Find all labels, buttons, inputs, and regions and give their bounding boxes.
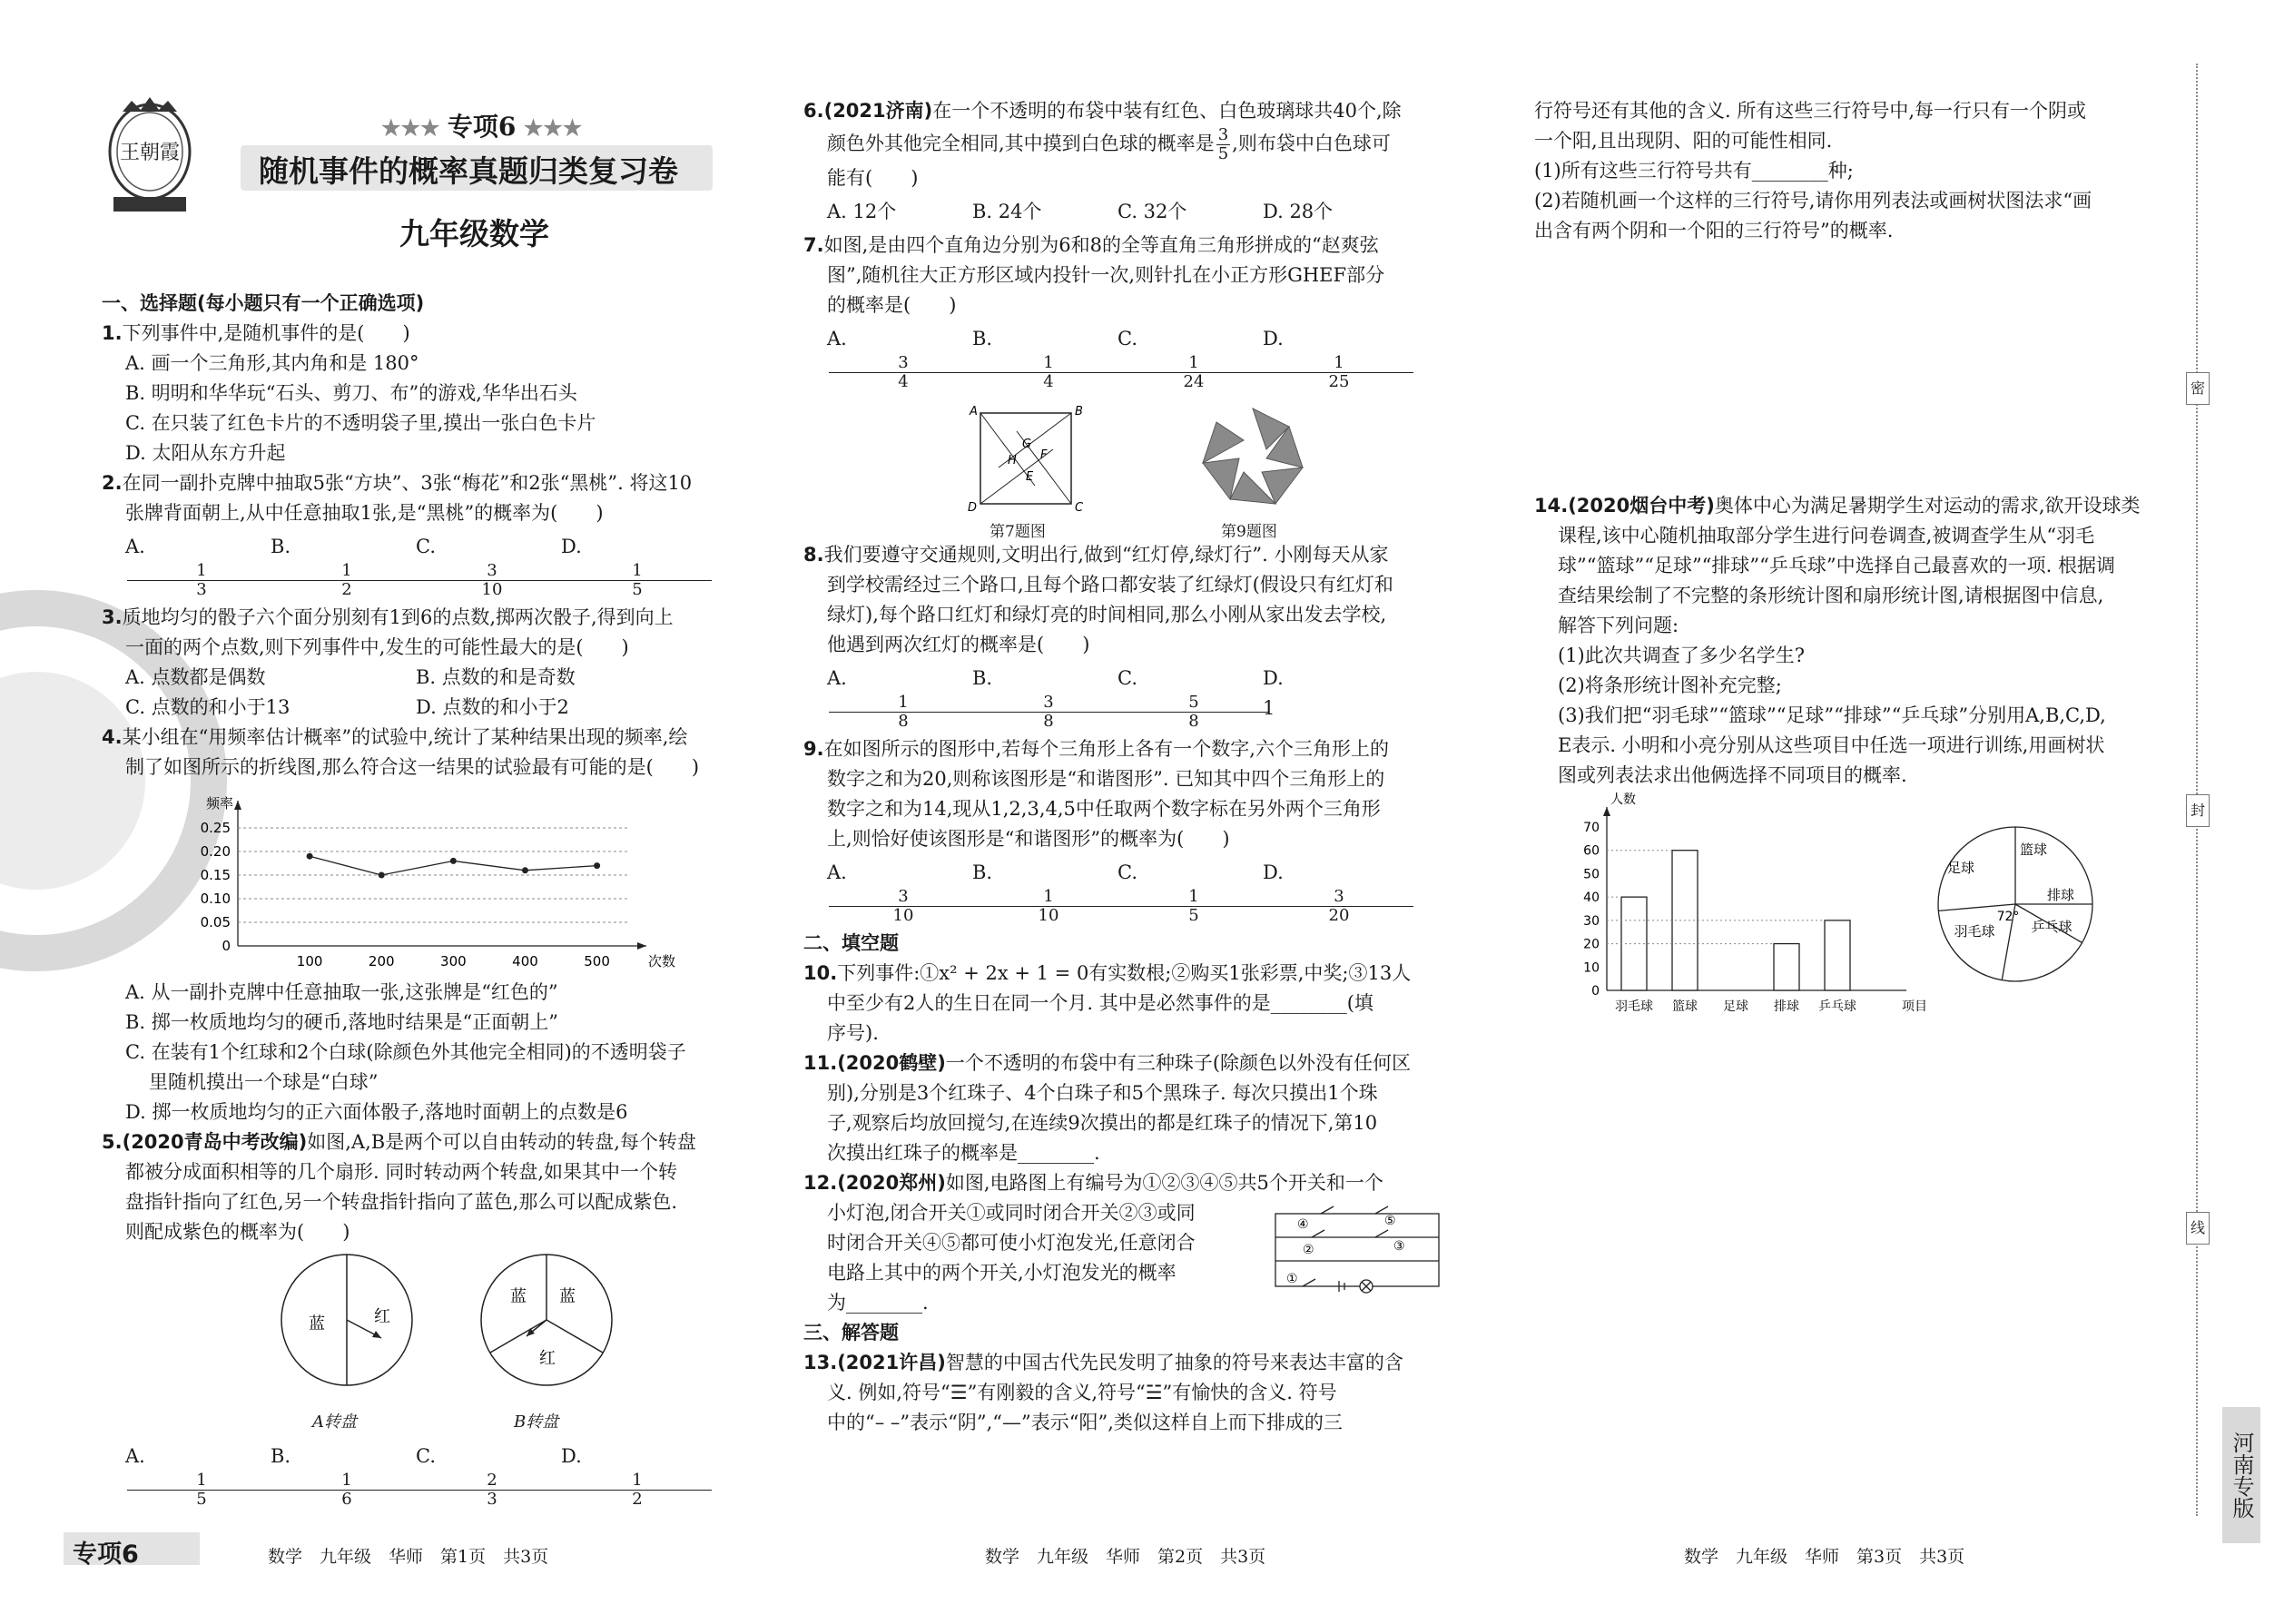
svg-text:H: H <box>1008 454 1017 468</box>
y-tick-label: 0.25 <box>200 820 231 836</box>
circuit-diagram <box>1266 1201 1448 1301</box>
logo-emblem <box>100 95 200 218</box>
logo <box>100 95 200 218</box>
question-12-block <box>803 1168 1480 1318</box>
question-source: (2021许昌) <box>837 1352 946 1373</box>
stars-left: ★★★ <box>381 114 440 141</box>
y-tick-label: 40 <box>1583 891 1600 906</box>
figure-caption: 第9题图 <box>1221 523 1277 541</box>
footer-page-1: 数学 九年级 华师 第1页 共3页 <box>268 1547 549 1567</box>
question-text: 一面的两个点数,则下列事件中,发生的可能性最大的是( ) <box>125 636 629 658</box>
question-source: (2020烟台中考) <box>1568 495 1715 517</box>
x-tick-label: 500 <box>584 953 610 969</box>
question-5 <box>102 1127 773 1157</box>
spinner-b <box>474 1247 637 1402</box>
page-title: 随机事件的概率真题归类复习卷 <box>259 153 678 189</box>
question-text: 时闭合开关④⑤都可使小灯泡发光,任意闭合 <box>827 1232 1196 1254</box>
question-text: 数字之和为20,则称该图形是“和谐图形”. 已知其中四个三角形上的 <box>827 768 1385 790</box>
question-text: 如图,电路图上有编号为①②③④⑤共5个开关和一个 <box>945 1172 1383 1194</box>
switch-label: ④ <box>1297 1217 1309 1232</box>
question-text: (1)此次共调查了多少名学生? <box>1558 645 1806 666</box>
project-label: 专项6 <box>447 112 517 142</box>
option: B. $\frac{3}{8}$ <box>972 664 1117 731</box>
option: A. 画一个三角形,其内角和是 180° <box>125 352 419 374</box>
section-heading: 一、选择题(每小题只有一个正确选项) <box>102 292 425 314</box>
question-text: 图或列表法求出他俩选择不同项目的概率. <box>1558 764 1907 786</box>
y-axis-arrow <box>234 801 241 810</box>
figure-caption: B转盘 <box>514 1412 559 1432</box>
question-text: 他遇到两次红灯的概率是( ) <box>827 634 1090 655</box>
side-label: 封 <box>2186 794 2210 827</box>
fraction-options <box>125 1442 773 1509</box>
question-7 <box>803 231 1480 261</box>
question-3 <box>102 603 773 633</box>
option: C. 点数的和小于13 <box>125 696 290 718</box>
question-text: 课程,该中心随机抽取部分学生进行问卷调查,被调查学生从“羽毛 <box>1558 525 2095 546</box>
question-number: 3. <box>102 606 123 628</box>
question-text: 行符号还有其他的含义. 所有这些三行符号中,每一行只有一个阴或 <box>1534 100 2087 122</box>
y-axis-label: 频率 <box>206 795 234 812</box>
options-row <box>102 693 773 723</box>
option: C. $\frac{1}{24}$ <box>1117 324 1263 391</box>
y-axis-arrow <box>1603 807 1610 816</box>
x-axis-label: 项目 <box>1902 999 1927 1014</box>
pie-slice-label: 篮球 <box>2019 842 2048 858</box>
option: C. $\frac{3}{10}$ <box>416 532 561 599</box>
section-heading: 三、解答题 <box>803 1322 899 1343</box>
question-number: 9. <box>803 738 824 760</box>
zhao-shuang-diagram <box>962 404 1089 513</box>
binding-line <box>2196 64 2198 1516</box>
y-tick-label: 30 <box>1583 913 1600 929</box>
question-text: 下列事件中,是随机事件的是( ) <box>122 322 410 344</box>
question-text: 中至少有2人的生日在同一个月. 其中是必然事件的是________(填 <box>827 992 1373 1014</box>
question-text: 电路上其中的两个开关,小灯泡发光的概率 <box>827 1262 1177 1284</box>
switch-label: ③ <box>1393 1239 1405 1254</box>
sector-label: 红 <box>539 1349 556 1368</box>
option: A. 点数都是偶数 <box>125 666 266 688</box>
question-text: 下列事件:①x² + 2x + 1 = 0有实数根;②购买1张彩票,中奖;③13人 <box>837 962 1412 984</box>
svg-text:A: A <box>970 405 978 418</box>
svg-text:D: D <box>968 501 978 515</box>
q14-charts <box>1534 791 2170 1036</box>
option: A. $\frac{1}{8}$ <box>827 664 972 731</box>
question-text: 出含有两个阴和一个阳的三行符号”的概率. <box>1534 220 1894 241</box>
question-source: (2020鹤壁) <box>837 1052 946 1074</box>
question-text: 如图,是由四个直角边分别为6和8的全等直角三角形拼成的“赵爽弦 <box>823 234 1379 256</box>
question-number: 2. <box>102 472 123 494</box>
fraction-options <box>827 858 1480 925</box>
question-8 <box>803 540 1480 570</box>
question-text: 绿灯),每个路口红灯和绿灯亮的时间相同,那么小刚从家出发去学校, <box>827 604 1387 625</box>
question-text: 子,观察后均放回搅匀,在连续9次摸出的都是红珠子的情况下,第10 <box>827 1112 1378 1134</box>
question-text: 到学校需经过三个路口,且每个路口都安装了红绿灯(假设只有红灯和 <box>827 574 1393 595</box>
options-row <box>102 663 773 693</box>
option: A. $\frac{3}{10}$ <box>827 858 972 925</box>
question-source: (2020郑州) <box>837 1172 946 1194</box>
figure-caption: 第7题图 <box>989 523 1046 541</box>
x-tick-label: 乒乓球 <box>1818 999 1856 1014</box>
question-source: (2020青岛中考改编) <box>122 1131 308 1153</box>
angle-label: 72° <box>1996 910 2020 924</box>
question-text: 数字之和为14,现从1,2,3,4,5中任取两个数字标在另外两个三角形 <box>827 798 1381 820</box>
question-text: 在同一副扑克牌中抽取5张“方块”、3张“梅花”和2张“黑桃”. 将这10 <box>122 472 693 494</box>
option: B. $\frac{1}{2}$ <box>271 532 416 599</box>
question-number: 5. <box>102 1131 123 1153</box>
column-2 <box>803 96 1480 1438</box>
x-axis-label: 次数 <box>648 953 676 969</box>
question-text: 某小组在“用频率估计概率”的试验中,统计了某种结果出现的频率,绘 <box>122 726 688 748</box>
svg-text:E: E <box>1026 470 1034 484</box>
x-tick-label: 足球 <box>1723 999 1748 1014</box>
question-text: 上,则恰好使该图形是“和谐图形”的概率为( ) <box>827 828 1230 850</box>
option: D. 点数的和小于2 <box>416 696 569 718</box>
question-2 <box>102 468 773 498</box>
question-text: 小灯泡,闭合开关①或同时闭合开关②③或同 <box>827 1202 1196 1224</box>
side-label: 密 <box>2186 372 2210 405</box>
question-number: 12. <box>803 1172 838 1194</box>
x-tick-label: 300 <box>440 953 467 969</box>
option: D. $\frac{1}{5}$ <box>561 532 706 599</box>
y-tick-label: 20 <box>1583 937 1600 952</box>
section-heading: 二、填空题 <box>803 932 899 954</box>
question-text: (1)所有这些三行符号共有________种; <box>1534 160 1854 182</box>
figure-caption: A转盘 <box>312 1412 357 1432</box>
option: D. 1 <box>1263 667 1284 719</box>
question-number: 1. <box>102 322 123 344</box>
option: B. $\frac{1}{10}$ <box>972 858 1117 925</box>
pie-slice-label: 足球 <box>1946 860 1975 876</box>
option: D. $\frac{1}{25}$ <box>1263 324 1408 391</box>
question-text: 在一个不透明的布袋中装有红色、白色玻璃球共40个,除 <box>932 100 1402 122</box>
x-tick-label: 羽毛球 <box>1615 999 1653 1014</box>
spinner-figures <box>102 1247 773 1438</box>
x-tick-label: 200 <box>368 953 395 969</box>
data-point <box>379 872 385 879</box>
column-3 <box>1534 96 2170 1036</box>
question-text: 在如图所示的图形中,若每个三角形上各有一个数字,六个三角形上的 <box>823 738 1389 760</box>
option: C. $\frac{5}{8}$ <box>1117 664 1263 731</box>
question-text: 为________. <box>827 1292 929 1314</box>
pie-slice-label: 排球 <box>2046 887 2075 903</box>
question-text: 义. 例如,符号“☰”有刚毅的含义,符号“☱”有愉快的含义. 符号 <box>827 1382 1337 1403</box>
question-text: 制了如图所示的折线图,那么符合这一结果的试验最有可能的是( ) <box>125 756 700 778</box>
switch-label: ⑤ <box>1384 1214 1396 1228</box>
pie-slice-label: 羽毛球 <box>1954 923 1995 940</box>
y-tick-label: 0.05 <box>200 914 231 930</box>
y-tick-label: 0.10 <box>200 891 231 907</box>
question-text: 一个不透明的布袋中有三种珠子(除颜色以外没有任何区 <box>945 1052 1412 1074</box>
y-tick-label: 60 <box>1583 843 1600 859</box>
question-source: (2021济南) <box>823 100 933 122</box>
question-number: 7. <box>803 234 824 256</box>
question-number: 11. <box>803 1052 838 1074</box>
y-tick-label: 50 <box>1583 867 1600 882</box>
data-point <box>522 867 528 873</box>
y-tick-label: 0.15 <box>200 867 231 883</box>
option: 里随机摸出一个球是“白球” <box>149 1071 379 1093</box>
question-text: 序号). <box>827 1022 879 1044</box>
option: D. $\frac{3}{20}$ <box>1263 858 1408 925</box>
question-10 <box>803 959 1480 989</box>
question-text: 中的“– –”表示“阴”,“—”表示“阳”,类似这样自上而下排成的三 <box>827 1412 1343 1433</box>
fraction-options <box>125 532 773 599</box>
question-text: 质地均匀的骰子六个面分别刻有1到6的点数,掷两次骰子,得到向上 <box>122 606 674 628</box>
svg-text:C: C <box>1075 501 1084 515</box>
footer-page-2: 数学 九年级 华师 第2页 共3页 <box>985 1547 1266 1567</box>
bar-chart <box>1552 791 1927 1027</box>
switch-label: ② <box>1303 1243 1314 1257</box>
y-axis-label: 人数 <box>1610 792 1636 807</box>
question-number: 13. <box>803 1352 838 1373</box>
page-subtitle: 九年级数学 <box>399 216 549 251</box>
x-tick-label: 400 <box>512 953 538 969</box>
stars-right: ★★★ <box>523 114 583 141</box>
question-text: 我们要遵守交通规则,文明出行,做到“红灯停,绿灯行”. 小刚每天从家 <box>823 544 1389 566</box>
y-tick-label: 10 <box>1583 960 1600 976</box>
y-tick-label: 0 <box>1591 984 1600 999</box>
x-tick-label: 排球 <box>1774 999 1799 1014</box>
question-text: 一个阳,且出现阴、阳的可能性相同. <box>1534 130 1833 152</box>
svg-text:B: B <box>1075 405 1083 418</box>
sector-label: 蓝 <box>510 1287 527 1306</box>
question-text: 奥体中心为满足暑期学生对运动的需求,欲开设球类 <box>1714 495 2141 517</box>
option: A. $\frac{3}{4}$ <box>827 324 972 391</box>
question-text: 解答下列问题: <box>1558 615 1679 636</box>
question-number: 14. <box>1534 495 1569 517</box>
question-text: 智慧的中国古代先民发明了抽象的符号来表达丰富的含 <box>945 1352 1403 1373</box>
bar <box>1825 920 1850 990</box>
question-text: 图”,随机往大正方形区域内投针一次,则针扎在小正方形GHEF部分 <box>827 264 1385 286</box>
column-1 <box>102 289 773 1512</box>
question-text: 都被分成面积相等的几个扇形. 同时转动两个转盘,如果其中一个转 <box>125 1161 678 1183</box>
footer-project: 专项6 <box>73 1540 139 1569</box>
question-text: (2)若随机画一个这样的三行符号,请你用列表法或画树状图法求“画 <box>1534 190 2092 212</box>
option: A. $\frac{1}{3}$ <box>125 532 271 599</box>
y-tick-label: 0 <box>222 938 231 954</box>
option: B. 点数的和是奇数 <box>416 666 576 688</box>
question-text: 别),分别是3个红珠子、4个白珠子和5个黑珠子. 每次只摸出1个珠 <box>827 1082 1378 1104</box>
x-tick-label: 篮球 <box>1672 999 1698 1014</box>
sector-label: 红 <box>374 1307 390 1326</box>
option: A. 12个 <box>827 201 897 222</box>
header-stars-row <box>381 107 582 143</box>
question-text: (3)我们把“羽毛球”“篮球”“足球”“排球”“乒乓球”分别用A,B,C,D, <box>1558 704 2106 726</box>
x-axis-arrow <box>637 942 646 950</box>
question-number: 10. <box>803 962 838 984</box>
data-point <box>594 862 600 869</box>
footer-page-3: 数学 九年级 华师 第3页 共3页 <box>1684 1547 1965 1567</box>
option: C. $\frac{1}{5}$ <box>1117 858 1263 925</box>
bar <box>1774 944 1799 990</box>
question-text: (2)将条形统计图补充完整; <box>1558 674 1782 696</box>
option: C. 在只装了红色卡片的不透明袋子里,摸出一张白色卡片 <box>125 412 596 434</box>
option: A. 从一副扑克牌中任意抽取一张,这张牌是“红色的” <box>125 981 558 1003</box>
pie-chart <box>1925 818 2124 999</box>
question-number: 8. <box>803 544 824 566</box>
question-text: 能有( ) <box>827 167 919 189</box>
question-text: 次摸出红珠子的概率是________. <box>827 1142 1100 1164</box>
frequency-line-chart <box>138 782 701 969</box>
question-1 <box>102 319 773 349</box>
option: D. 28个 <box>1263 201 1334 222</box>
spinner-a <box>274 1247 438 1402</box>
harmony-figure <box>1189 399 1316 517</box>
question-number: 6. <box>803 100 824 122</box>
options-row <box>827 197 1480 227</box>
option: A. $\frac{1}{5}$ <box>125 1442 271 1509</box>
option: C. 在装有1个红球和2个白球(除颜色外其他完全相同)的不透明袋子 <box>125 1041 686 1063</box>
data-point <box>307 853 313 860</box>
option: B. $\frac{1}{4}$ <box>972 324 1117 391</box>
switch-label: ① <box>1286 1272 1298 1286</box>
option: B. 明明和华华玩“石头、剪刀、布”的游戏,华华出石头 <box>125 382 577 404</box>
question-9 <box>803 734 1480 764</box>
question-text: 的概率是( ) <box>827 294 957 316</box>
sector-label: 蓝 <box>559 1287 576 1306</box>
question-12 <box>803 1168 1480 1198</box>
option: D. 掷一枚质地均匀的正六面体骰子,落地时面朝上的点数是6 <box>125 1101 628 1123</box>
x-tick-label: 100 <box>296 953 323 969</box>
edition-badge <box>2222 1407 2260 1543</box>
question-text: 盘指针指向了红色,另一个转盘指针指向了蓝色,那么可以配成紫色. <box>125 1191 678 1213</box>
figures-7-9 <box>803 395 1480 540</box>
sector-label: 蓝 <box>309 1314 325 1334</box>
question-number: 4. <box>102 726 123 748</box>
question-text: 查结果绘制了不完整的条形统计图和扇形统计图,请根据图中信息, <box>1558 585 2104 606</box>
svg-text:F: F <box>1040 448 1048 462</box>
question-11 <box>803 1048 1480 1078</box>
pie-slice-label: 乒乓球 <box>2031 919 2072 935</box>
option: B. 24个 <box>972 201 1042 222</box>
y-tick-label: 70 <box>1583 821 1600 835</box>
option: C. $\frac{2}{3}$ <box>416 1442 561 1509</box>
edition-label: 河南专版 <box>2229 1432 2254 1519</box>
option: B. 掷一枚质地均匀的硬币,落地时结果是“正面朝上” <box>125 1011 558 1033</box>
question-text: 球”“篮球”“足球”“排球”“乒乓球”中选择自己最喜欢的一项. 根据调 <box>1558 555 2115 576</box>
logo-text: 王朝霞 <box>119 142 181 164</box>
question-14 <box>1534 491 2170 521</box>
option: B. $\frac{1}{6}$ <box>271 1442 416 1509</box>
question-text: E表示. 小明和小亮分别从这些项目中任选一项进行训练,用画树状 <box>1558 734 2105 756</box>
side-label: 线 <box>2186 1212 2210 1245</box>
question-text: 张牌背面朝上,从中任意抽取1张,是“黑桃”的概率为( ) <box>125 502 604 524</box>
question-4 <box>102 723 773 753</box>
question-text: 如图,A,B是两个可以自由转动的转盘,每个转盘 <box>307 1131 696 1153</box>
fraction-options <box>827 664 1480 731</box>
option: C. 32个 <box>1117 201 1187 222</box>
option: D. 太阳从东方升起 <box>125 442 286 464</box>
question-13 <box>803 1348 1480 1378</box>
svg-text:G: G <box>1022 438 1032 451</box>
question-6 <box>803 96 1480 126</box>
y-tick-label: 0.20 <box>200 843 231 860</box>
data-point <box>450 858 457 864</box>
question-text: 则配成紫色的概率为( ) <box>125 1221 350 1243</box>
option: D. $\frac{1}{2}$ <box>561 1442 706 1509</box>
fraction-options <box>827 324 1480 391</box>
question-text: 颜色外其他完全相同,其中摸到白色球的概率是 $\frac{3}{5}$ ,则布袋中白色球可 <box>827 125 1391 163</box>
